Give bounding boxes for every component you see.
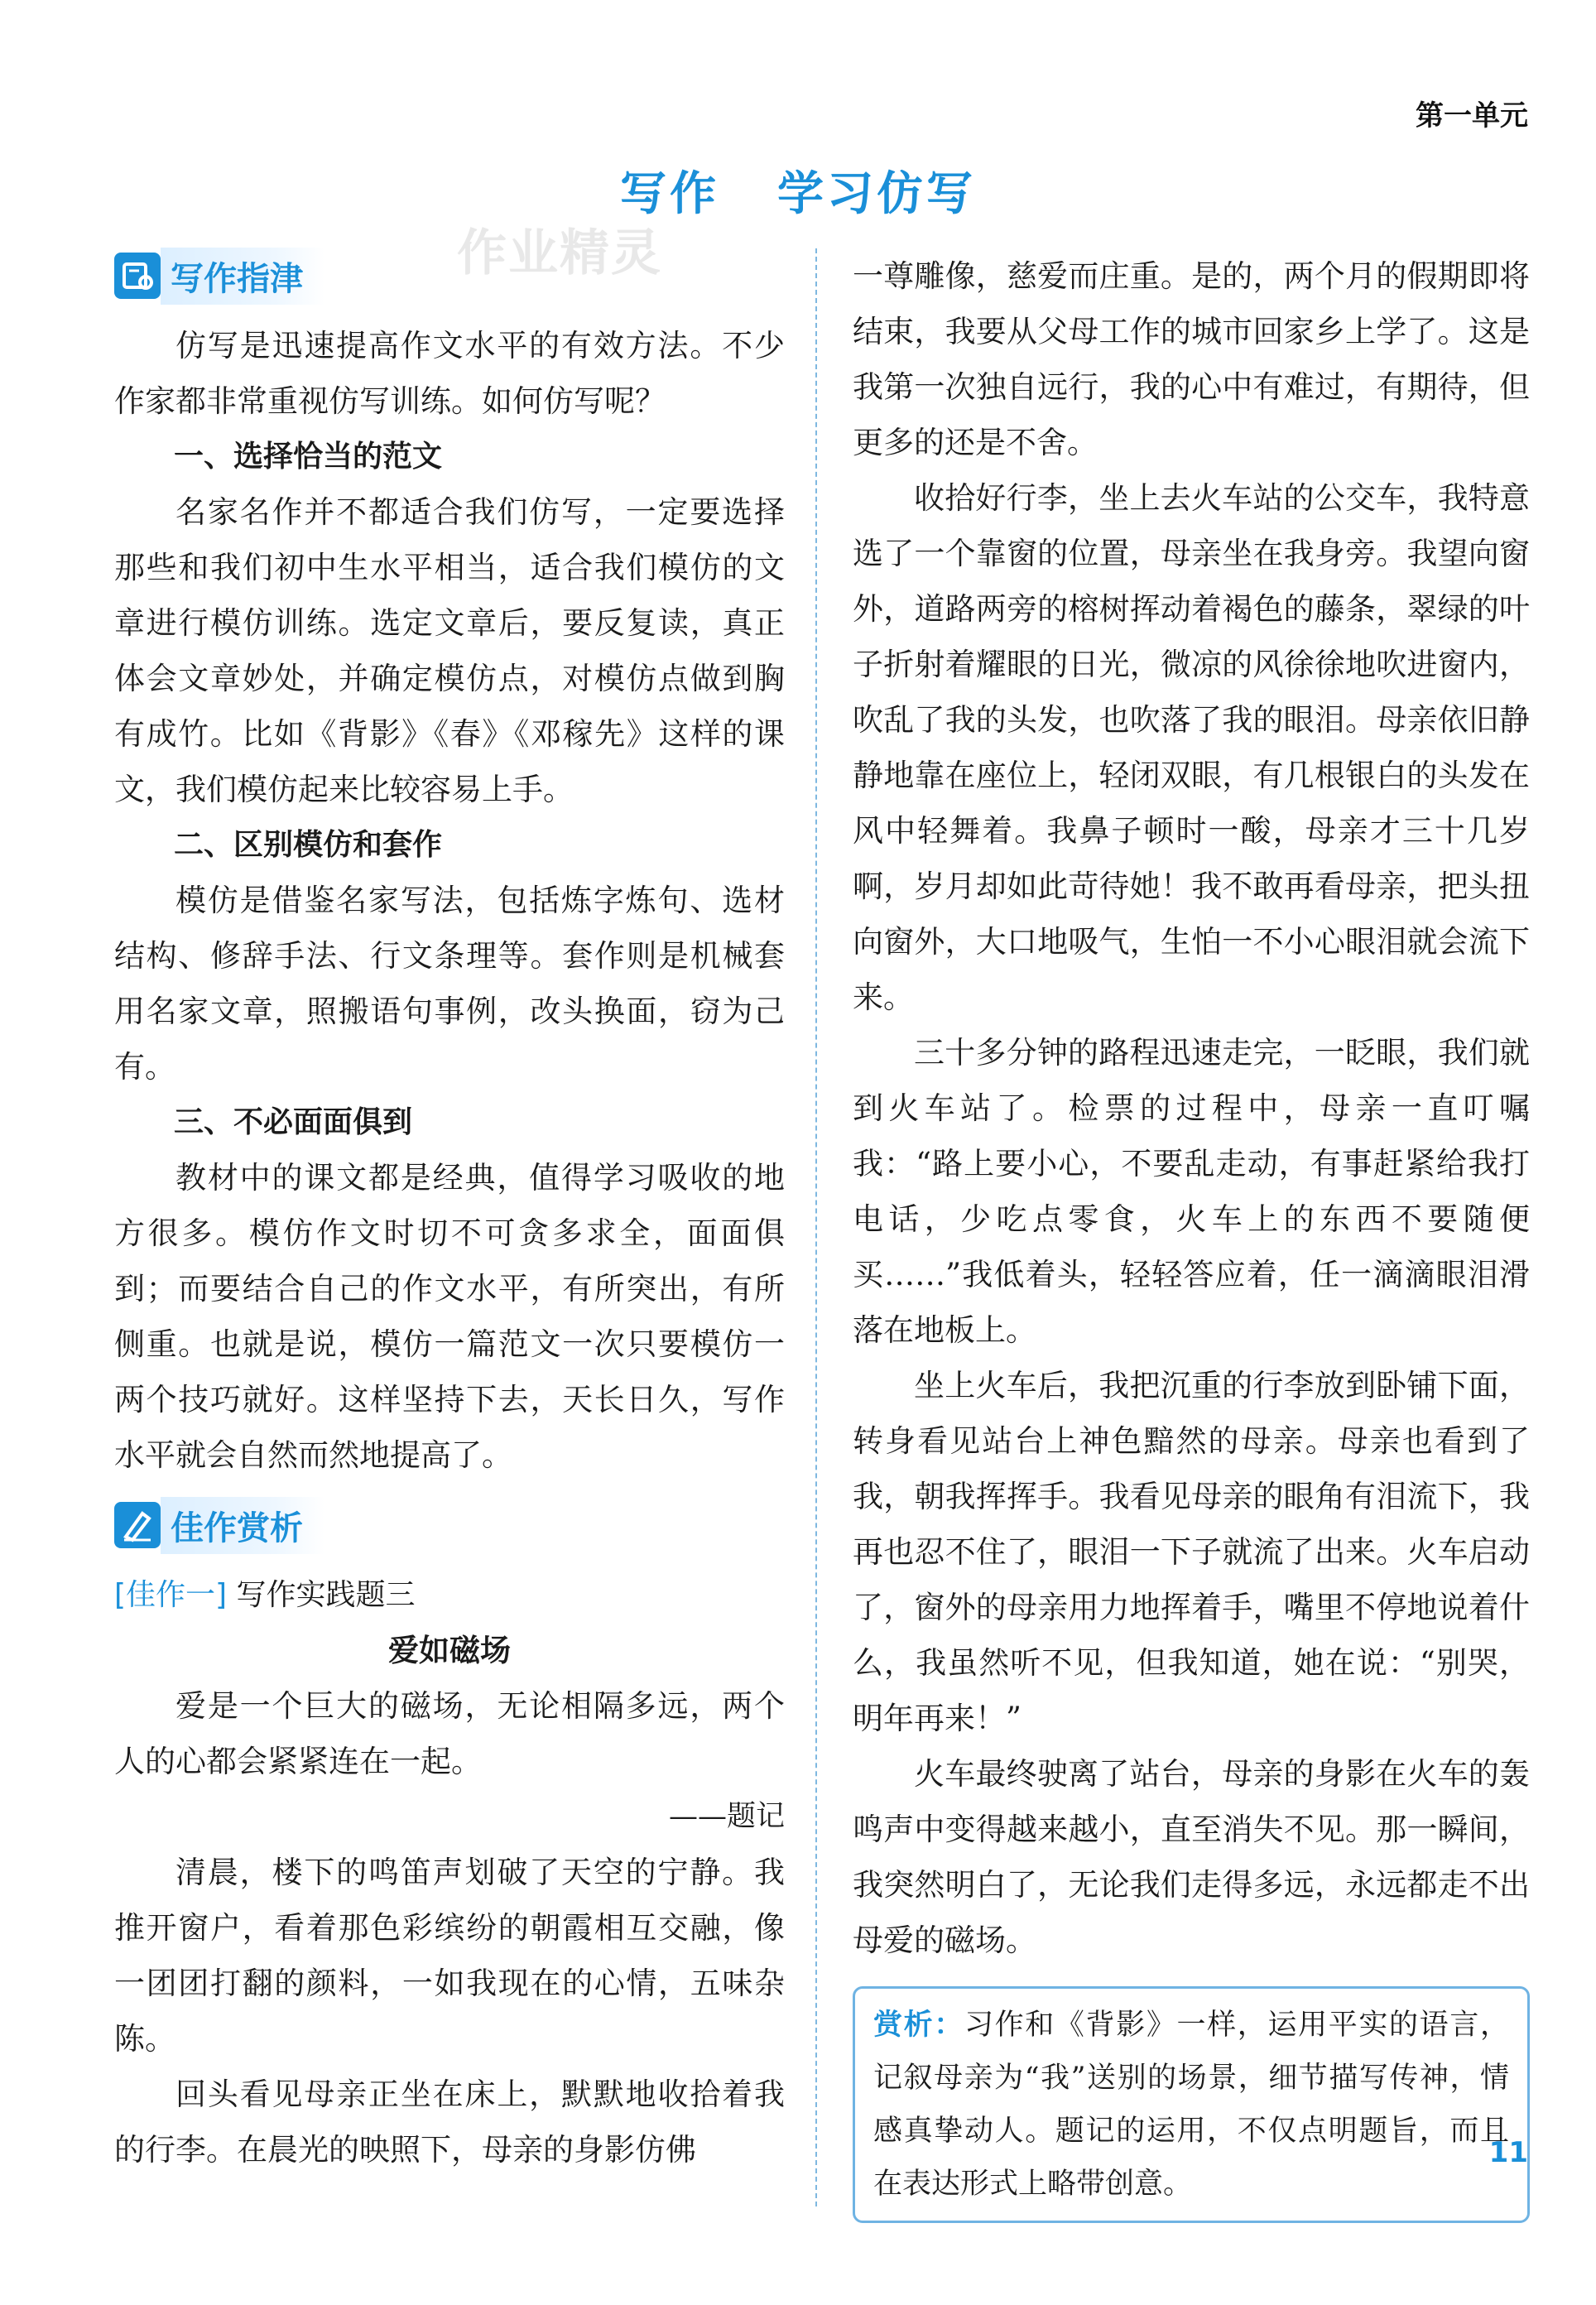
page-title xyxy=(0,157,1596,224)
page-number: 11 xyxy=(1488,2136,1528,2169)
watermark: 作业精灵 xyxy=(457,224,662,282)
essay-para-6: 火车最终驶离了站台，母亲的身影在火车的轰鸣声中变得越来越小，直至消失不见。那一瞬间，我突然明白了，无论我们走得多远，永远都走不出母爱的磁场。 xyxy=(853,1756,1530,1958)
epigraph-sign: ——题记 xyxy=(668,1800,785,1833)
section-header-appreciation xyxy=(114,1498,785,1552)
section-title-appreciation: 佳作赏析 xyxy=(161,1497,324,1554)
analysis-text: 习作和《背影》一样，运用平实的语言，记叙母亲为“我”送别的场景，细节描写传神，情感真挚动人。题记的运用，不仅点明题旨，而且在表达形式上略带创意。 xyxy=(873,2009,1509,2201)
guide-point3-title: 三、不必面面俱到 xyxy=(174,1105,413,1139)
section-header-guide xyxy=(114,248,785,303)
essay-tag-desc: 写作实践题三 xyxy=(236,1578,416,1612)
guide-intro: 仿写是迅速提高作文水平的有效方法。不少作家都非常重视仿写训练。如何仿写呢？ xyxy=(114,328,785,419)
guide-point2-text: 模仿是借鉴名家写法，包括炼字炼句、选材结构、修辞手法、行文条理等。套作则是机械套用名家文章，照搬语句事例，改头换面，窃为己有。 xyxy=(114,883,785,1085)
essay-para-3: 收拾好行李，坐上去火车站的公交车，我特意选了一个靠窗的位置，母亲坐在我身旁。我望向窗外，道路两旁的榕树挥动着褐色的藤条，翠绿的叶子折射着耀眼的日光，微凉的风徐徐地吹进窗内，吹乱了我的头发，也吹落了我的眼泪。母亲依旧静静地靠在座位上，轻闭双眼，有几根银白的头发在风中轻舞着。我鼻子顿时一酸，母亲才三十几岁啊，岁月却如此苛待她！我不敢再看母亲，把头扭向窗外，大口地吸气，生怕一不小心眼泪就会流下来。 xyxy=(853,480,1530,1015)
unit-label: 第一单元 xyxy=(1416,99,1528,132)
essay-para-2: 回头看见母亲正坐在床上，默默地收拾着我的行李。在晨光的映照下，母亲的身影仿佛 xyxy=(114,2076,785,2168)
essay-title: 爱如磁场 xyxy=(388,1633,511,1668)
essay-para-5: 坐上火车后，我把沉重的行李放到卧铺下面，转身看见站台上神色黯然的母亲。母亲也看到了我，朝我挥挥手。我看见母亲的眼角有泪流下，我再也忍不住了，眼泪一下子就流了出来。火车启动了，窗外的母亲用力地挥着手，嘴里不停地说着什么，我虽然听不见，但我知道，她在说：“别哭，明年再来！” xyxy=(853,1368,1530,1736)
guide-point1-title: 一、选择恰当的范文 xyxy=(174,440,443,474)
guide-point2-title: 二、区别模仿和套作 xyxy=(174,828,443,862)
essay-tag: [佳作一] xyxy=(114,1578,228,1612)
column-divider xyxy=(815,248,817,2206)
analysis-box xyxy=(853,1986,1530,2223)
essay-tag-line xyxy=(114,1567,785,1623)
title-part2: 学习仿写 xyxy=(777,167,976,221)
essay-para-2-cont: 一尊雕像，慈爱而庄重。是的，两个月的假期即将结束，我要从父母工作的城市回家乡上学了。这是我第一次独自远行，我的心中有难过，有期待，但更多的还是不舍。 xyxy=(853,258,1530,460)
guide-icon xyxy=(114,253,161,299)
guide-point1-text: 名家名作并不都适合我们仿写，一定要选择那些和我们初中生水平相当，适合我们模仿的文章进行模仿训练。选定文章后，要反复读，真正体会文章妙处，并确定模仿点，对模仿点做到胸有成竹。比如《背影》《春》《邓稼先》这样的课文，我们模仿起来比较容易上手。 xyxy=(114,494,785,807)
analysis-label: 赏析： xyxy=(873,2009,964,2042)
essay-epigraph: 爱是一个巨大的磁场，无论相隔多远，两个人的心都会紧紧连在一起。 xyxy=(114,1688,785,1779)
guide-point3-text: 教材中的课文都是经典，值得学习吸收的地方很多。模仿作文时切不可贪多求全，面面俱到；而要结合自己的作文水平，有所突出，有所侧重。也就是说，模仿一篇范文一次只要模仿一两个技巧就好。这样坚持下去，天长日久，写作水平就会自然而然地提高了。 xyxy=(114,1160,785,1473)
section-title-guide: 写作指津 xyxy=(161,248,324,305)
left-column xyxy=(114,248,785,2177)
right-column xyxy=(853,248,1530,2223)
pen-icon xyxy=(114,1502,161,1548)
essay-para-4: 三十多分钟的路程迅速走完，一眨眼，我们就到火车站了。检票的过程中，母亲一直叮嘱我：“路上要小心，不要乱走动，有事赶紧给我打电话，少吃点零食，火车上的东西不要随便买……”我低着头，轻轻答应着，任一滴滴眼泪滑落在地板上。 xyxy=(853,1035,1530,1348)
essay-para-1: 清晨，楼下的鸣笛声划破了天空的宁静。我推开窗户，看着那色彩缤纷的朝霞相互交融，像一团团打翻的颜料，一如我现在的心情，五味杂陈。 xyxy=(114,1855,785,2057)
title-part1: 写作 xyxy=(620,167,719,221)
